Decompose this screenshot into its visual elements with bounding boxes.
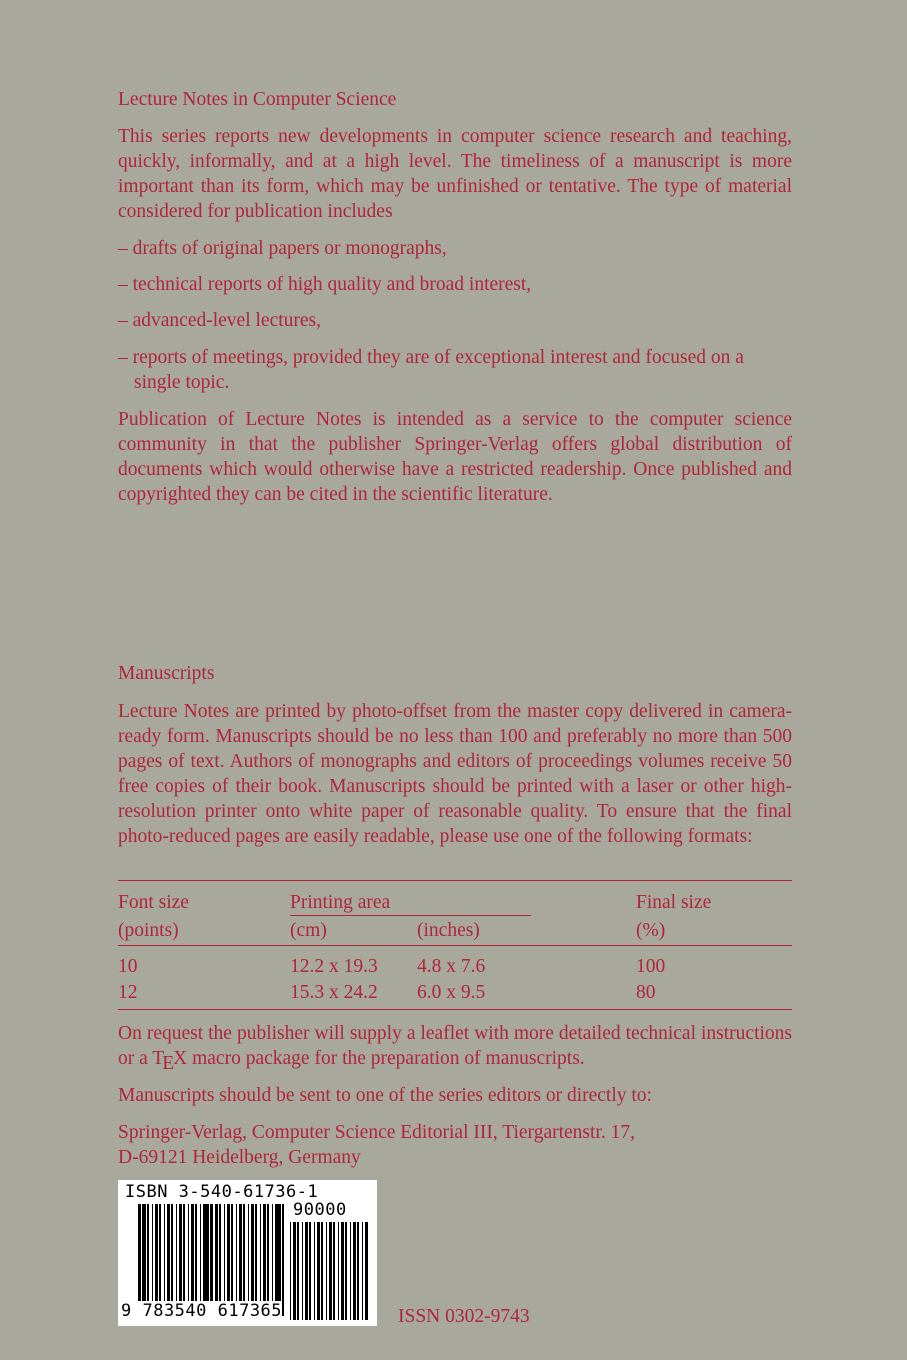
barcode-bar	[176, 1204, 177, 1302]
barcode-bar	[219, 1204, 221, 1302]
barcode-bar	[333, 1222, 335, 1320]
tex-x: X	[173, 1048, 188, 1069]
manuscripts-paragraph: Lecture Notes are printed by photo-offset from the master copy delivered in camera-ready form. Manuscripts should be no less than 100 and preferably no more than 500 pages of text. Authors of monographs and editors of proceedings volumes receive 50 free copies of their book. Manuscripts should be printed with a laser or other high-resolution printer onto white paper of reasonable quality. To ensure that the final photo-reduced pages are easily readable, please use one of the following formats:	[118, 701, 792, 847]
barcode-bar	[338, 1222, 339, 1320]
addon-number: 90000	[293, 1200, 347, 1220]
row-cm: 12.2 x 19.3	[290, 956, 378, 977]
tex-e: E	[162, 1053, 175, 1074]
barcode-bar	[290, 1222, 291, 1320]
row-final: 100	[636, 956, 666, 977]
tex-t: T	[152, 1048, 165, 1069]
barcode-bar	[203, 1204, 206, 1302]
barcode-bar	[365, 1222, 368, 1320]
manuscripts-heading: Manuscripts	[118, 663, 215, 684]
header-font-size-unit: (points)	[118, 920, 179, 941]
header-final-size-unit: (%)	[636, 920, 666, 941]
printing-area-rule	[290, 915, 531, 916]
barcode-bar	[200, 1204, 201, 1302]
barcode-guard-bar	[206, 1204, 208, 1316]
barcode-bar	[326, 1222, 327, 1320]
barcode-bar	[159, 1204, 161, 1302]
barcode-bar	[231, 1204, 233, 1302]
material-item: – advanced-level lectures,	[118, 310, 322, 331]
barcode-bar	[353, 1222, 356, 1320]
barcode-bar	[155, 1204, 158, 1302]
barcode-bar	[248, 1204, 249, 1302]
barcode-bar	[267, 1204, 269, 1302]
barcode-bar	[302, 1222, 303, 1320]
barcode-bar	[224, 1204, 225, 1302]
row-font-size: 10	[118, 956, 138, 977]
barcode-bar	[263, 1204, 266, 1302]
isbn-barcode	[118, 1180, 377, 1326]
barcode-bar	[147, 1204, 149, 1302]
barcode-bar	[255, 1204, 257, 1302]
barcode-guard-bar	[142, 1204, 144, 1316]
table-header-rule	[118, 945, 792, 946]
intro-paragraph: This series reports new developments in computer science research and teaching, quickly, informally, and at a high level. The timeliness of a manuscript is more important than its form, which may be unfinished or tentative. The type of material considered for publication includes	[118, 126, 792, 222]
barcode-bar	[243, 1204, 245, 1302]
header-cm: (cm)	[290, 920, 327, 941]
barcode-bar	[227, 1204, 230, 1302]
material-item: – technical reports of high quality and broad interest,	[118, 274, 532, 295]
barcode-bar	[152, 1204, 153, 1302]
issn-number: ISSN 0302-9743	[398, 1306, 530, 1327]
barcode-bar	[309, 1222, 311, 1320]
publication-paragraph: Publication of Lecture Notes is intended as a service to the computer science community in that the publisher Springer-Verlag offers global distribution of documents which would otherwise have a restricted readership. Once published and copyrighted they can be cited in the scientific literature.	[118, 409, 792, 505]
row-inches: 4.8 x 7.6	[417, 956, 486, 977]
barcode-bar	[171, 1204, 173, 1302]
request-text-after: macro package for the preparation of manuscripts.	[187, 1048, 585, 1069]
series-heading: Lecture Notes in Computer Science	[118, 89, 397, 110]
barcode-bar	[275, 1204, 278, 1302]
row-cm: 15.3 x 24.2	[290, 982, 378, 1003]
row-inches: 6.0 x 9.5	[417, 982, 486, 1003]
address-line-2: D-69121 Heidelberg, Germany	[118, 1147, 361, 1168]
header-printing-area: Printing area	[290, 892, 391, 913]
barcode-bar	[195, 1204, 197, 1302]
barcode-bar	[362, 1222, 363, 1320]
send-paragraph: Manuscripts should be sent to one of the series editors or directly to:	[118, 1085, 652, 1106]
barcode-guard-bar	[138, 1204, 140, 1316]
barcode-bar	[191, 1204, 194, 1302]
header-font-size: Font size	[118, 892, 189, 913]
row-final: 80	[636, 982, 656, 1003]
barcode-bar	[236, 1204, 237, 1302]
barcode-bar	[212, 1204, 213, 1302]
barcode-bar	[350, 1222, 351, 1320]
barcode-guard-bar	[282, 1204, 284, 1316]
header-final-size: Final size	[636, 892, 712, 913]
table-bottom-rule	[118, 1009, 792, 1010]
barcode-bar	[314, 1222, 315, 1320]
row-font-size: 12	[118, 982, 138, 1003]
barcode-bar	[140, 1204, 141, 1302]
ean-number: 9 783540 617365	[121, 1301, 283, 1321]
barcode-bar	[260, 1204, 261, 1302]
barcode-bar	[341, 1222, 344, 1320]
barcode-bar	[239, 1204, 242, 1302]
barcode-bar	[305, 1222, 308, 1320]
barcode-bar	[167, 1204, 170, 1302]
barcode-guard-bar	[278, 1204, 280, 1316]
barcode-bar	[251, 1204, 254, 1302]
material-item: – drafts of original papers or monographs,	[118, 238, 447, 259]
table-top-rule	[118, 880, 792, 881]
request-paragraph	[118, 1021, 792, 1074]
material-item: – reports of meetings, provided they are of exceptional interest and focused on a single topic.	[118, 347, 744, 393]
barcode-guard-bar	[210, 1204, 212, 1316]
barcode-bar	[329, 1222, 332, 1320]
barcode-bar	[183, 1204, 185, 1302]
barcode-bar	[188, 1204, 189, 1302]
barcode-bar	[293, 1222, 296, 1320]
barcode-bar	[345, 1222, 347, 1320]
barcode-bar	[272, 1204, 273, 1302]
isbn-label: ISBN 3-540-61736-1	[125, 1182, 319, 1202]
barcode-bar	[297, 1222, 299, 1320]
barcode-bar	[317, 1222, 320, 1320]
header-inches: (inches)	[417, 920, 480, 941]
barcode-bar	[357, 1222, 359, 1320]
barcode-bar	[321, 1222, 323, 1320]
barcode-bar	[164, 1204, 165, 1302]
tex-logo	[152, 1048, 188, 1074]
address-line-1: Springer-Verlag, Computer Science Editorial III, Tiergartenstr. 17,	[118, 1122, 635, 1143]
barcode-bar	[179, 1204, 182, 1302]
request-text-before: On request the publisher will supply a leaflet with more detailed technical instructions or a	[118, 1023, 792, 1069]
barcode-bar	[215, 1204, 218, 1302]
